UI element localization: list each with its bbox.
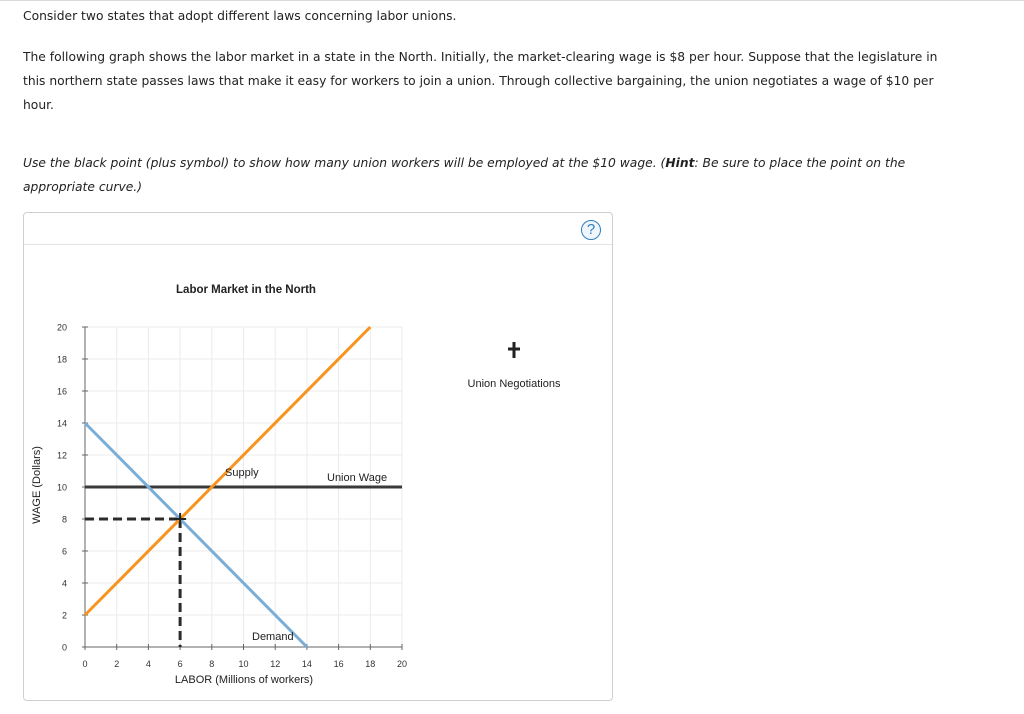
help-button[interactable]: ?: [581, 220, 601, 240]
x-tick-label: 18: [365, 659, 376, 669]
y-tick-label: 12: [56, 450, 67, 461]
x-tick-label: 4: [145, 659, 151, 669]
chart-title: Labor Market in the North: [176, 284, 316, 296]
x-tick-label: 16: [333, 659, 344, 669]
graph-panel: [23, 212, 613, 701]
y-tick-label: 10: [56, 482, 67, 493]
x-tick-label: 8: [209, 659, 215, 669]
palette-plus-icon[interactable]: [508, 342, 520, 358]
x-tick-label: 14: [301, 659, 312, 669]
x-axis-label: LABOR (Millions of workers): [174, 674, 314, 686]
instruction-before: Use the black point (plus symbol) to show how many union workers will be employed at the $10 wage. (: [23, 156, 666, 170]
y-tick-label: 6: [61, 546, 67, 557]
x-tick-label: 12: [270, 659, 281, 669]
x-tick-label: 20: [396, 659, 408, 669]
demand-curve[interactable]: [85, 423, 307, 647]
y-tick-label: 14: [56, 418, 67, 429]
intro-text: Consider two states that adopt different laws concerning labor unions.: [23, 9, 457, 23]
instruction-text: [23, 151, 923, 199]
x-tick-label: 10: [238, 659, 249, 669]
y-tick-label: 2: [61, 610, 67, 621]
y-tick-label: 20: [56, 322, 67, 333]
y-tick-label: 0: [61, 642, 67, 653]
y-tick-label: 4: [61, 578, 67, 589]
x-tick-label: 0: [82, 659, 88, 669]
top-divider: [0, 0, 1024, 1]
labor-market-chart[interactable]: [24, 213, 612, 700]
demand-label: Demand: [252, 631, 294, 643]
description-text: The following graph shows the labor market in a state in the North. Initially, the market-clearing wage is $8 per hour. Suppose that the legislature in this northern state passes laws that make it easy for workers to join a union. Through collective bargaining, the union negotiates a wage of $10 per hour.: [23, 50, 938, 112]
x-tick-label: 6: [177, 659, 183, 669]
x-tick-label: 2: [114, 659, 120, 669]
y-tick-label: 16: [56, 386, 67, 397]
supply-label: Supply: [225, 467, 259, 479]
union-wage-label: Union Wage: [327, 472, 388, 484]
y-tick-label: 8: [61, 514, 67, 525]
hint-label: Hint: [665, 156, 695, 170]
palette-label: Union Negotiations: [467, 378, 561, 390]
y-axis-label: WAGE (Dollars): [31, 446, 43, 524]
y-tick-label: 18: [56, 354, 67, 365]
instruction-after: : Be sure to place the point on the appropriate curve.): [23, 156, 906, 194]
